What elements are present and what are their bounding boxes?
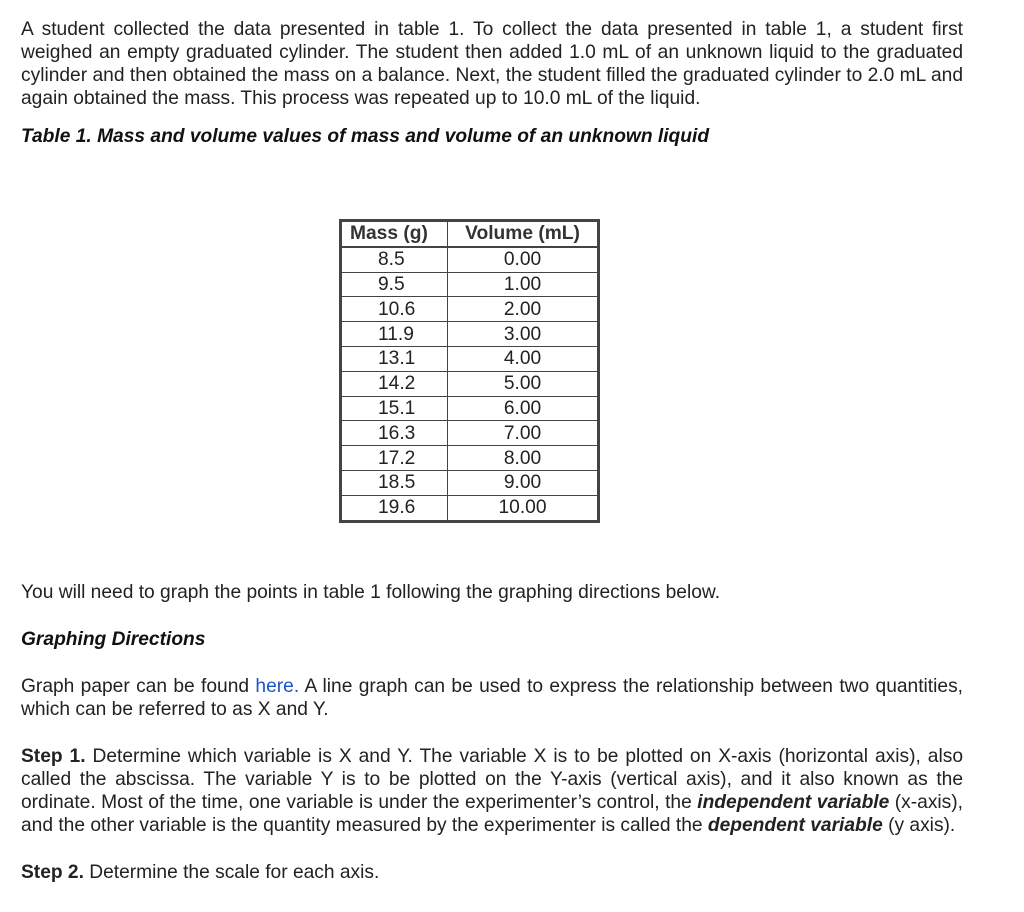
- step-1-paragraph: [21, 745, 963, 837]
- mass-cell: 18.5: [341, 470, 448, 495]
- graphing-directions-heading: Graphing Directions: [21, 629, 206, 650]
- volume-cell: 3.00: [448, 322, 599, 347]
- step-1-label: Step 1.: [21, 746, 86, 767]
- mass-cell: 19.6: [341, 495, 448, 521]
- table-row: [341, 322, 599, 347]
- table-row: [341, 446, 599, 471]
- table-row: [341, 346, 599, 371]
- mass-cell: 11.9: [341, 322, 448, 347]
- table-row: [341, 272, 599, 297]
- graph-paper-suffix: A line graph can be used to express the relationship between two quantities, which can be referred to as X and Y.: [21, 676, 963, 720]
- step-2-label: Step 2.: [21, 862, 84, 883]
- mass-cell: 10.6: [341, 297, 448, 322]
- mass-cell: 9.5: [341, 272, 448, 297]
- graph-paper-prefix: Graph paper can be found: [21, 676, 256, 697]
- intro-paragraph: A student collected the data presented in table 1. To collect the data presented in table 1, a student first weighed an empty graduated cylinder. The student then added 1.0 mL of an unknown liquid to the graduated cylinder and then obtained the mass on a balance. Next, the student filled the graduated cylinder to 2.0 mL and again obtained the mass. This process was repeated up to 10.0 mL of the liquid.: [21, 19, 963, 109]
- table-row: [341, 470, 599, 495]
- graph-paper-link[interactable]: here.: [255, 676, 300, 697]
- step-1-text-a: Determine which variable is X and Y. The variable X is to be plotted on X-axis (horizontal axis), also called the abscissa. The variable Y is to be plotted on the Y-axis (vertical axis), and it also known as the ordinate. Most of the time, one variable is under the experimenter’s control, the: [21, 746, 963, 813]
- step-2-text: Determine the scale for each axis.: [83, 862, 380, 883]
- volume-cell: 5.00: [448, 371, 599, 396]
- table-row: [341, 297, 599, 322]
- mass-cell: 15.1: [341, 396, 448, 421]
- table-row: [341, 421, 599, 446]
- volume-cell: 2.00: [448, 297, 599, 322]
- volume-cell: 1.00: [448, 272, 599, 297]
- document-page: [21, 18, 963, 148]
- table-row: [341, 396, 599, 421]
- mass-cell: 14.2: [341, 371, 448, 396]
- mass-cell: 16.3: [341, 421, 448, 446]
- graph-paper-paragraph: [21, 675, 963, 721]
- table-header-row: [341, 221, 599, 247]
- volume-cell: 4.00: [448, 346, 599, 371]
- volume-cell: 10.00: [448, 495, 599, 521]
- mass-cell: 8.5: [341, 247, 448, 272]
- step-2-paragraph: [21, 861, 963, 884]
- step-1-text-c: (y axis).: [882, 815, 956, 836]
- instructions-section: [21, 581, 963, 908]
- dependent-variable-term: dependent variable: [707, 815, 883, 836]
- table-row: [341, 371, 599, 396]
- data-table-container: [339, 219, 600, 523]
- mass-cell: 13.1: [341, 346, 448, 371]
- volume-cell: 6.00: [448, 396, 599, 421]
- graph-note: You will need to graph the points in table 1 following the graphing directions below.: [21, 582, 721, 603]
- table-row: [341, 495, 599, 521]
- volume-cell: 0.00: [448, 247, 599, 272]
- independent-variable-term: independent variable: [697, 792, 890, 813]
- table-row: [341, 247, 599, 272]
- mass-volume-table: [339, 219, 600, 523]
- volume-cell: 9.00: [448, 470, 599, 495]
- step-1-text-b: (x-axis), and the other variable is the quantity measured by the experimenter is called the: [21, 792, 963, 836]
- column-header-volume: Volume (mL): [448, 221, 599, 247]
- volume-cell: 7.00: [448, 421, 599, 446]
- column-header-mass: Mass (g): [341, 221, 448, 247]
- table-caption: Table 1. Mass and volume values of mass and volume of an unknown liquid: [21, 126, 710, 147]
- mass-cell: 17.2: [341, 446, 448, 471]
- volume-cell: 8.00: [448, 446, 599, 471]
